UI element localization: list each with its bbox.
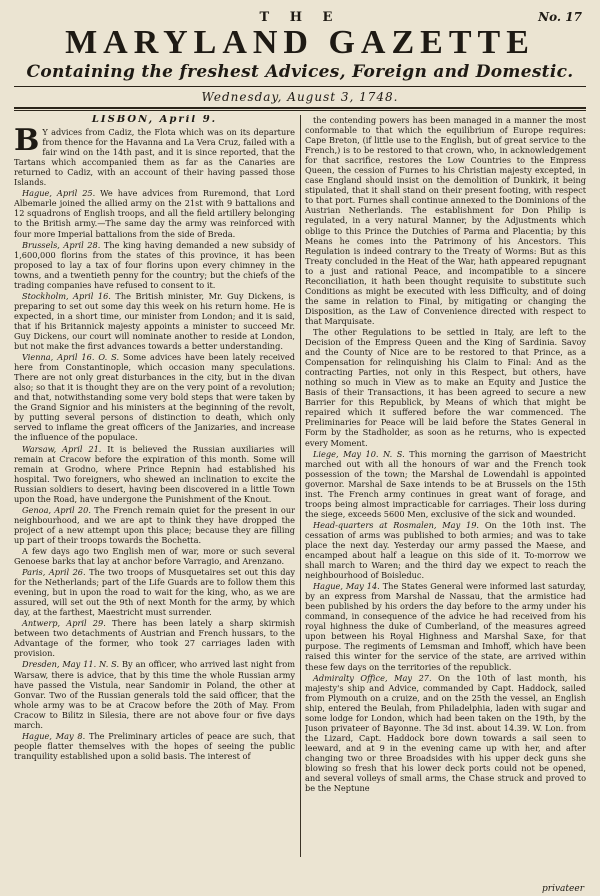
news-item-text: the contending powers has been managed in a manner the most conformable to that which the equilibrium of Europe requires: Cape Breton, (if little use to the English, but of great service to the French,) is to be restored to that crown, who, in acknowledgement for that sacrifice, restores the Low Countries to the Empress Queen, the cession of Furnes to his Christian majesty excepted, in case England should insist on the demolition of Dunkirk, it being stipulated, that it shall stand on their present footing, with respect to that port. Furnes shall continue annexed to the Dominions of the Austrian Netherlands. The establishment for Don Philip is regulated, in a very natural Manner, by the Adjustments which oblige to this Prince the Dutchies of Parma and Placentia; by this Means he comes into the Patrimony of his Ancestors. This Regulation is indeed contrary to the Treaty of Worms: But as this Treaty concluded in the Heat of the War, hath appeared repugnant to a just and rational Peace, and incompatible to a sincere Reconciliation, it hath been thought requisite to substitute such Conditions as might be executed with less Difficulty, and of doing the same in relation to Final, by mitigating or changing the Disposition, as the Law of Convenience directed with respect to that Marquisate. xyxy=(305,115,586,326)
newspaper-subtitle: Containing the freshest Advices, Foreign and Domestic. xyxy=(26,62,574,82)
news-item xyxy=(14,505,295,545)
news-item xyxy=(14,291,295,351)
news-item-text: The two troops of Musquetaires set out this day for the Netherlands; part of the Life Guards are to follow them this evening, but in upon the road to wait for the king, who, as we are assured, will set out the 9th of next Month for the army, by which day, at the farthest, Maestricht must surrender. xyxy=(14,567,295,618)
news-item xyxy=(305,520,586,580)
news-item-text: The king having demanded a new subsidy of 1,600,000 florins from the states of this province, it has been proposed to lay a tax of four florins upon every chimney in the towns, and a twentieth penny for the country; but the chiefs of the trading companies have refused to consent to it. xyxy=(14,239,295,290)
news-item xyxy=(305,581,586,671)
news-item xyxy=(14,731,295,761)
news-item xyxy=(14,618,295,658)
news-item-heading: Warsaw, April 21. xyxy=(22,443,102,454)
news-item xyxy=(305,327,586,448)
date-rule xyxy=(14,107,586,111)
news-item-heading: Stockholm, April 16. xyxy=(22,290,111,301)
news-item-text: The other Regulations to be settled in Italy, are left to the Decision of the Empress Queen and the King of Sardinia. Savoy and the County of Nice are to be restored to that Prince, as a Compensation for relinquishing his Claim to Final: And as the contracting Parties, not only in this Respect, but others, have nothing so much in View as to make an Equity and Justice the Basis of their Transactions, it has been agreed to secure a new Barrier for this Republick, by Means of which that might be repaired which it suffered before the war commenced. The Preliminaries for Peace will be laid before the States General in Form by the Stadholder, as soon as he returns, who is expected every Moment. xyxy=(305,326,586,448)
catchword: privateer xyxy=(542,884,584,894)
news-item xyxy=(305,449,586,519)
news-item-text: This morning the garrison of Maestricht marched out with all the honours of war and the French took possession of the town; the Marshal de Lowendahl is appointed governor. Marshal de Saxe intends to be at Brussels on the 15th inst. The French army continues in great want of forage, and troops being almost impracticable for carriages. Their loss during the siege, exceeds 5600 Men, exclusive of the sick and wounded. xyxy=(305,448,586,519)
news-item xyxy=(14,352,295,442)
news-item-text: By an officer, who arrived last night from Warsaw, there is advice, that by this time the whole Russian army have passed the Vistula, near Sandomir in Poland, the other at Gonvar. Two of the Russian generals told the said officer, that the whole army was to be at Cracow before the 20th of May. From Cracow to Bilitz in Silesia, there are not above four or five days march. xyxy=(14,659,295,730)
column-divider xyxy=(300,115,301,857)
news-item-text: On the 10th of last month, his majesty's ship and Advice, commanded by Capt. Haddock, sailed from Plymouth on a cruize, and on the 25th the vessel, an English ship, entered the Beulah, from Philadelphia, laden with sugar and some lodge for London, which had been taken on the 19th, by the Juson privateer of Bayonne. The 3d inst. about 14.39. W. Lon. from the Lizard, Capt. Haddock bore down towards a sail seen to leeward, and at 9 in the evening came up with her, and after changing two or three Broadsides with his upper deck guns she blowing so fresh that his lower deck ports could not be opened, and several volleys of small arms, the Chase struck and proved to be the Neptune xyxy=(305,672,586,794)
news-item xyxy=(14,659,295,729)
news-item xyxy=(305,673,586,794)
news-item-heading: Genoa, April 20. xyxy=(22,504,91,515)
left-column xyxy=(14,115,295,857)
lead-text: Y advices from Cadiz, the Flota which was on its departure from thence for the Havanna and La Vera Cruz, failed with a fair wind on the 14th past, and it is since reported, that the Tartans which accompanied them as far as the Canaries are returned to Cadiz, with an account of their having passed those Islands. xyxy=(14,127,295,188)
news-item-text: A few days ago two English men of war, more or such several Genoese barks that lay at anchor before Varragio, and Arenzano. xyxy=(14,545,295,567)
issue-date: Wednesday, August 3, 1748. xyxy=(201,90,399,104)
news-item-heading: Brussels, April 28. xyxy=(22,239,101,250)
news-item-heading: Antwerp, April 29. xyxy=(22,618,106,629)
news-item-text: On the 10th inst. The cessation of arms was published to both armies; and was to take place the next day. Yesterday our army passed the Maese, and encamped about half a league on this side of it. To-morrow we shall march to Waren; and the third day we expect to reach the neighbourhood of Boisleduc. xyxy=(305,519,586,581)
news-item-text: Some advices have been lately received here from Constantinople, which occasion many speculations. There are not only great disturbances in the city, but in the divan also; so that it is thought they are on the very point of a revolution; and that, notwithstanding some very bold steps that were taken by the Grand Signior and his ministers at the beginning of the revolt, by putting several persons of distinction to death, which only served to inflame the great officers of the Janizaries, and increase the influence of the populace. xyxy=(14,352,295,443)
news-item-text: The British minister, Mr. Guy Dickens, is preparing to set out some day this week on his return home. He is expected, in a short time, our minister from London; and it is said, that if his Britannick majesty appoints a minister to succeed Mr. Guy Dickens, our court will nominate another to reside at London, but not make the first advances towards a better understanding. xyxy=(14,290,295,352)
news-item-heading: Hague, May 8. xyxy=(22,730,86,741)
news-item xyxy=(14,240,295,290)
news-item xyxy=(14,546,295,566)
issue-number: No. 17 xyxy=(538,10,582,24)
news-item-text: The Preliminary articles of peace are such, that people flatter themselves with the hopes of seeing the public tranquility established upon a solid basis. The interest of xyxy=(14,730,295,761)
article-columns xyxy=(14,115,586,857)
news-item-text: The French remain quiet for the present in our neighbourhood, and we are apt to think they have dropped the project of a new attempt upon this place; because they are filling up part of their troops towards the Bochetta. xyxy=(14,504,295,545)
news-item-heading: Admiralty Office, May 27. xyxy=(313,672,432,683)
news-item-text: It is believed the Russian auxiliaries will remain at Cracow before the expiration of this month. Some will remain at Grodno, where Prince Repnin had established his hospital. Two foreigners, who shewed an inclination to excite the Russian soldiers to desert, having been discovered in a little Town upon the Road, have undergone the Punishment of the Knout. xyxy=(14,443,295,504)
news-item-text: The States General were informed last saturday, by an express from Marshal de Nassau, that the armistice had been published by his orders the day before to the army under his command, in consequence of the advice he had received from his royal highness the duke of Cumberland, of the measures agreed upon between his Royal Highness and Marshal Saxe, for that purpose. The regiments of Lemsman and Imhoff, which have been raised this winter for the service of the state, are arrived within these few days on the territories of the republick. xyxy=(305,581,586,672)
news-item-heading: Hague, May 14. xyxy=(313,581,380,592)
news-item xyxy=(14,567,295,617)
news-item-heading: Vienna, April 16. O. S. xyxy=(22,352,120,363)
news-item-heading: Dresden, May 11. N. S. xyxy=(22,659,120,670)
news-item xyxy=(305,115,586,326)
newspaper-title: MARYLAND GAZETTE xyxy=(65,24,535,61)
news-item xyxy=(14,444,295,504)
news-item-heading: Paris, April 26. xyxy=(22,567,86,578)
masthead-top xyxy=(14,8,586,26)
drop-cap: B xyxy=(14,123,40,159)
news-item-text: We have advices from Ruremond, that Lord Albemarle joined the allied army on the 21st with 9 battalions and 12 squadrons of English troops, and all the field artillery belonging to the British army.—The same day the army was reinforced with four more Imperial battalions from the side of Breda. xyxy=(14,188,295,239)
news-item-text: There has been lately a sharp skirmish between two detachments of Austrian and French hussars, to the Advantage of the former, who took 27 carriages laden with provision. xyxy=(14,618,295,659)
news-item-heading: Head-quarters at Rosmalen, May 19. xyxy=(313,519,480,530)
news-item-heading: Hague, April 25. xyxy=(22,188,96,199)
news-item-heading: Liege, May 10. N. S. xyxy=(313,448,405,459)
lead-paragraph xyxy=(14,123,295,188)
masthead-rule xyxy=(14,86,586,87)
news-item xyxy=(14,188,295,238)
masthead-the: T H E xyxy=(259,10,341,25)
dateline-place: LISBON, April 9. xyxy=(91,115,218,125)
right-column xyxy=(305,115,586,857)
